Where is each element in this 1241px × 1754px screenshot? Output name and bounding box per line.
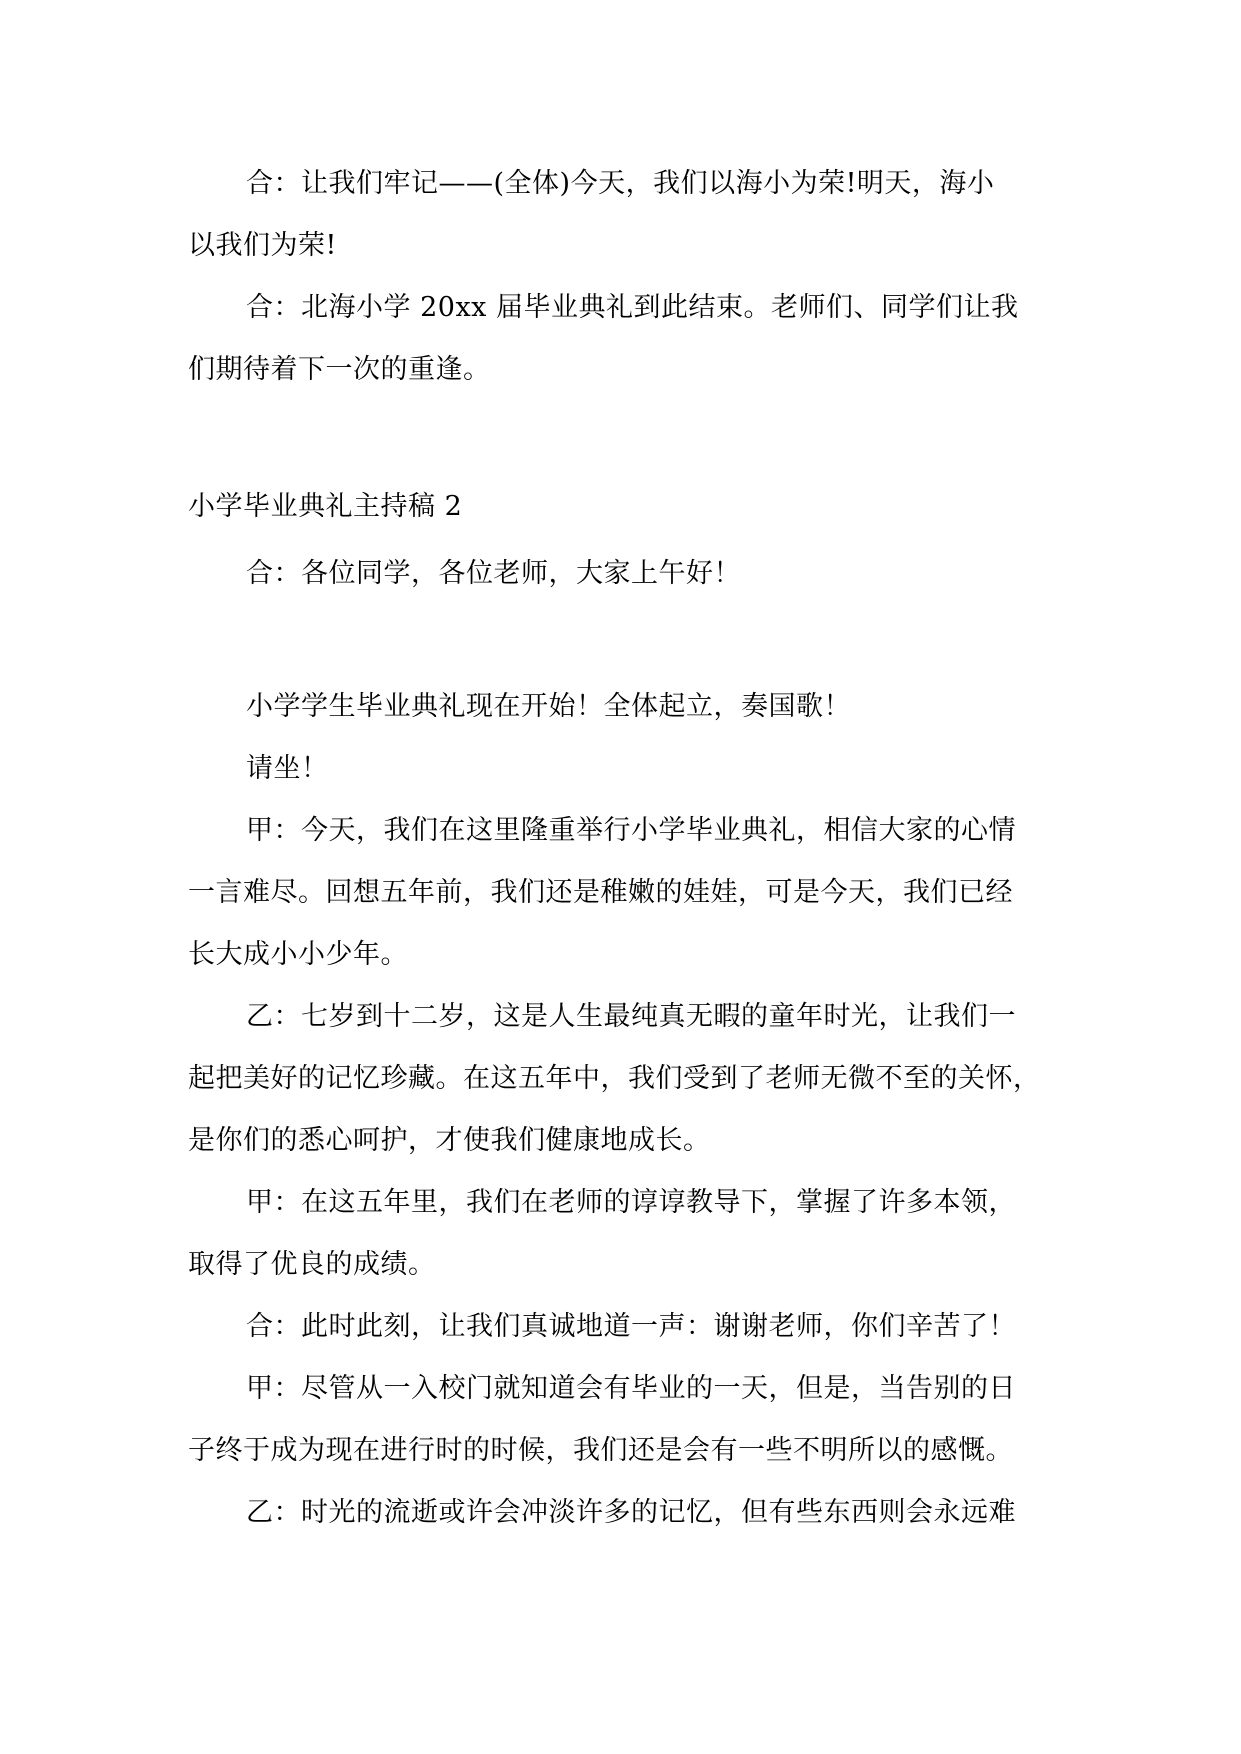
text-line: 取得了优良的成绩。 <box>188 1249 436 1280</box>
text-line: 甲：在这五年里，我们在老师的谆谆教导下，掌握了许多本领， <box>246 1187 1016 1218</box>
section-title: 小学毕业典礼主持稿 2 <box>188 491 463 522</box>
text-line: 甲：尽管从一入校门就知道会有毕业的一天，但是，当告别的日 <box>246 1373 1016 1404</box>
text-line: 一言难尽。回想五年前，我们还是稚嫩的娃娃，可是今天，我们已经 <box>188 877 1013 908</box>
text-line: 小学学生毕业典礼现在开始！全体起立，奏国歌！ <box>246 691 851 722</box>
text-line: 是你们的悉心呵护，才使我们健康地成长。 <box>188 1125 711 1156</box>
text-line: 请坐！ <box>246 753 329 784</box>
text-line: 起把美好的记忆珍藏。在这五年中，我们受到了老师无微不至的关怀， <box>188 1063 1041 1094</box>
text-line: 甲：今天，我们在这里隆重举行小学毕业典礼，相信大家的心情 <box>246 815 1016 846</box>
text-line: 长大成小小少年。 <box>188 939 408 970</box>
text-line: 合：各位同学，各位老师，大家上午好！ <box>246 558 741 589</box>
text-line: 以我们为荣! <box>188 230 337 261</box>
text-line: 合：让我们牢记——(全体)今天，我们以海小为荣!明天，海小 <box>246 168 995 199</box>
text-line: 子终于成为现在进行时的时候，我们还是会有一些不明所以的感慨。 <box>188 1435 1013 1466</box>
text-line: 合：此时此刻，让我们真诚地道一声：谢谢老师，你们辛苦了！ <box>246 1311 1016 1342</box>
text-line: 乙：时光的流逝或许会冲淡许多的记忆，但有些东西则会永远难 <box>246 1497 1016 1528</box>
text-line: 们期待着下一次的重逢。 <box>188 354 491 385</box>
text-line: 乙：七岁到十二岁，这是人生最纯真无暇的童年时光，让我们一 <box>246 1001 1016 1032</box>
text-line: 合：北海小学 20xx 届毕业典礼到此结束。老师们、同学们让我 <box>246 292 1019 323</box>
